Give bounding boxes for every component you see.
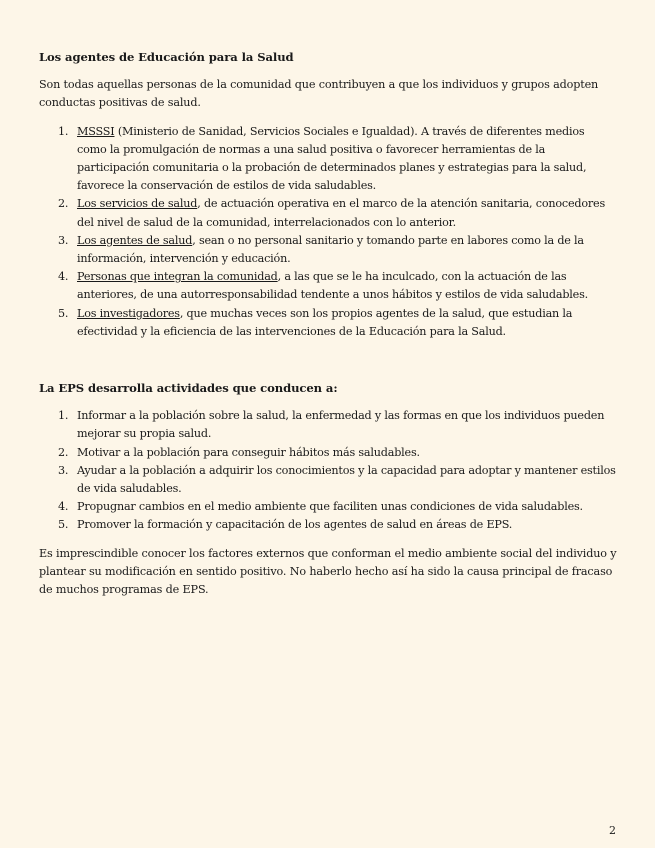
list-item-number: 1. — [58, 124, 69, 138]
list-item-number: 5. — [58, 518, 69, 532]
page-number: 2 — [609, 824, 616, 837]
document-page — [39, 48, 617, 599]
agentes-list — [39, 123, 617, 341]
list-item — [39, 444, 617, 462]
list-item-text: , que muchas veces son los propios agentes de la salud, que estudian la efectividad y la eficiencia de las intervenciones de la Educación para la Salud. — [77, 306, 573, 338]
list-item-term: Los agentes de salud — [77, 233, 193, 247]
list-item — [39, 268, 617, 304]
list-item — [39, 462, 617, 498]
list-item-text: , a las que se le ha inculcado, con la actuación de las anteriores, de una autorresponsabilidad tendente a unos hábitos y estilos de vida saludables. — [77, 270, 588, 302]
list-item-term: Los servicios de salud — [77, 197, 198, 211]
list-item-number: 4. — [58, 270, 69, 284]
list-item-text: Motivar a la población para conseguir hábitos más saludables. — [77, 445, 420, 459]
actividades-list — [39, 407, 617, 534]
list-item-number: 1. — [58, 409, 69, 423]
list-item — [39, 123, 617, 196]
closing-paragraph: Es imprescindible conocer los factores externos que conforman el medio ambiente social del individuo y plantear su modificación en sentido positivo. No haberlo hecho así ha sido la causa principal de fracaso de muchos programas de EPS. — [39, 546, 617, 597]
list-item-text: , de actuación operativa en el marco de la atención sanitaria, conocedores del nivel de salud de la comunidad, interrelacionados con lo anterior. — [77, 197, 606, 229]
list-item-term: MSSSI — [77, 124, 115, 138]
list-item-text: Informar a la población sobre la salud, la enfermedad y las formas en que los individuos pueden mejorar su propia salud. — [77, 409, 605, 441]
intro-paragraph: Son todas aquellas personas de la comunidad que contribuyen a que los individuos y grupos adopten conductas positivas de salud. — [39, 78, 599, 110]
list-item — [39, 195, 617, 231]
list-item-number: 3. — [58, 233, 69, 247]
list-item — [39, 407, 617, 443]
list-item — [39, 498, 617, 516]
list-item-term: Personas que integran la comunidad — [77, 270, 278, 284]
list-item-text: Promover la formación y capacitación de los agentes de salud en áreas de EPS. — [77, 518, 513, 532]
list-item-number: 2. — [58, 445, 69, 459]
list-item-number: 5. — [58, 306, 69, 320]
list-item-text: (Ministerio de Sanidad, Servicios Sociales e Igualdad). A través de diferentes medios como la promulgación de normas a una salud positiva o favorecer herramientas de la participación comunitaria o la probación de determinados planes y estrategias para la salud, favorece la conservación de estilos de vida saludables. — [77, 124, 587, 193]
section-title-agentes: Los agentes de Educación para la Salud — [39, 50, 294, 64]
list-item — [39, 232, 617, 268]
list-item-number: 4. — [58, 500, 69, 514]
list-item — [39, 516, 617, 534]
list-item-number: 3. — [58, 463, 69, 477]
list-item — [39, 305, 617, 341]
list-item-text: , sean o no personal sanitario y tomando parte en labores como la de la información, intervención y educación. — [77, 233, 584, 266]
list-item-number: 2. — [58, 197, 69, 211]
section-title-actividades: La EPS desarrolla actividades que conducen a: — [39, 381, 338, 396]
list-item-term: Los investigadores — [77, 306, 180, 320]
list-item-text: Propugnar cambios en el medio ambiente que faciliten unas condiciones de vida saludables. — [77, 500, 583, 514]
list-item-text: Ayudar a la población a adquirir los conocimientos y la capacidad para adoptar y mantener estilos de vida saludables. — [77, 463, 616, 496]
